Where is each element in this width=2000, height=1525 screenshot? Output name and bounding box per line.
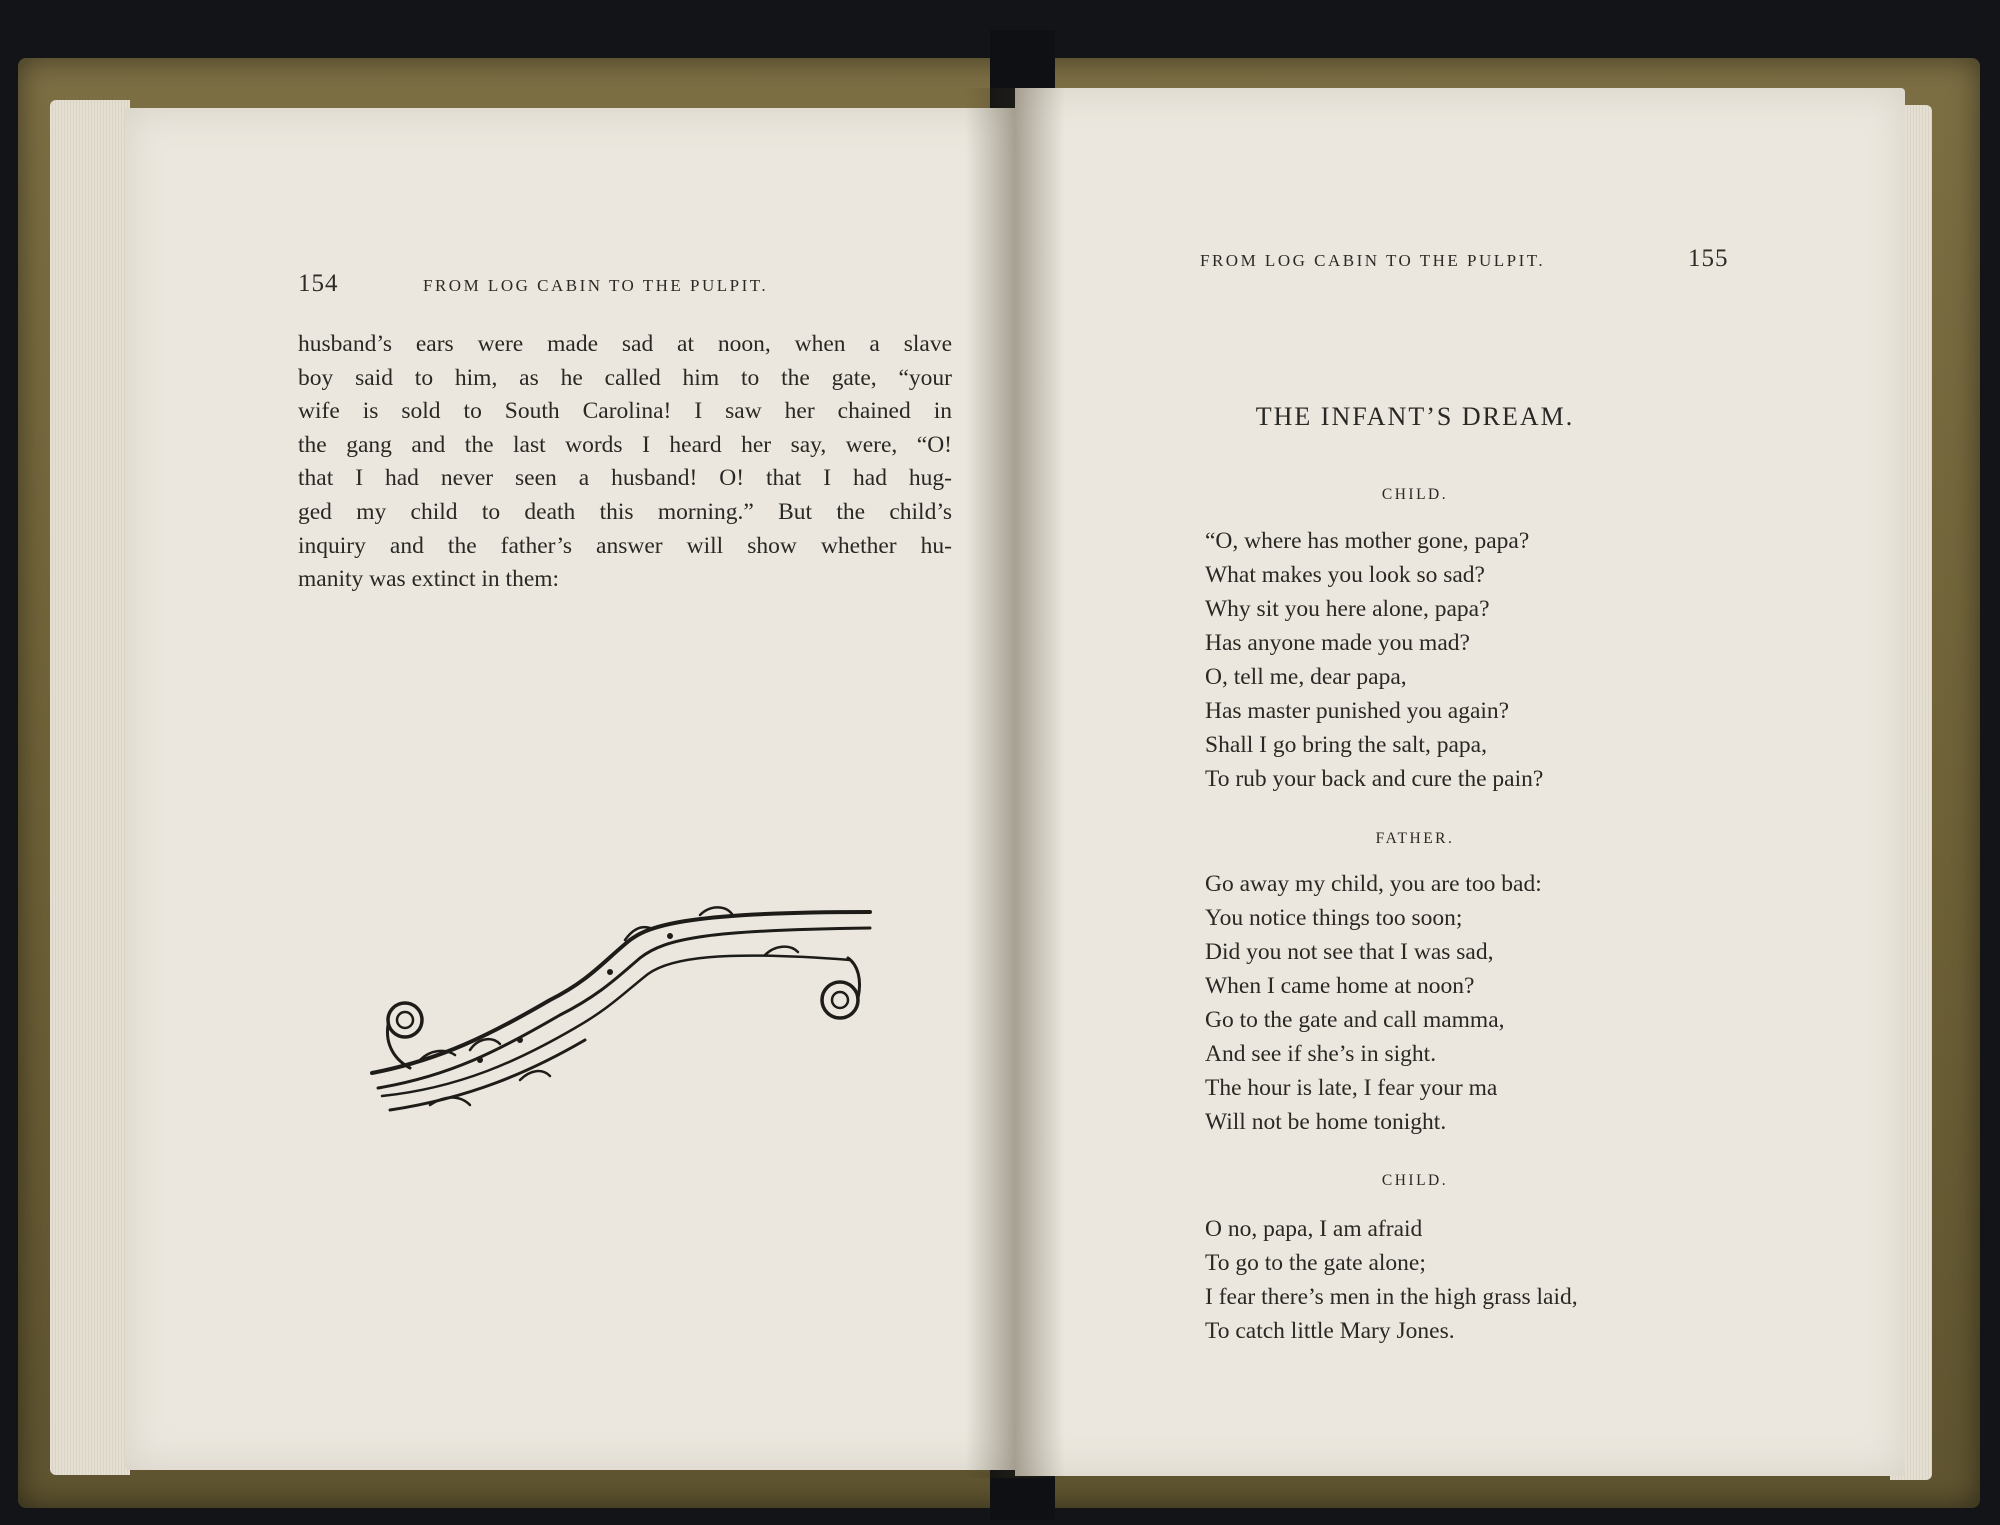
prose-line: that I had never seen a husband! O! that I had hug-	[298, 465, 952, 492]
poem-line: O no, papa, I am afraid	[1205, 1216, 1423, 1242]
poem-line: To go to the gate alone;	[1205, 1250, 1426, 1276]
poem-line: You notice things too soon;	[1205, 905, 1463, 931]
prose-line: boy said to him, as he called him to the gate, “your	[298, 364, 952, 391]
ornament-flourish-icon	[370, 900, 880, 1140]
poem-line: Has master punished you again?	[1205, 698, 1510, 724]
poem-line: “O, where has mother gone, papa?	[1205, 528, 1530, 554]
page-edges-left	[50, 100, 130, 1475]
poem-line: When I came home at noon?	[1205, 973, 1475, 999]
poem-line: And see if she’s in sight.	[1205, 1041, 1437, 1067]
stanza-child-1	[1205, 524, 1543, 796]
stanza-father	[1205, 867, 1542, 1139]
prose-line: ged my child to death this morning.” But the child’s	[298, 498, 952, 525]
left-page-number: 154	[298, 270, 339, 297]
prose-line: manity was extinct in them:	[298, 566, 560, 593]
poem-line: Has anyone made you mad?	[1205, 630, 1470, 656]
poem-line: To rub your back and cure the pain?	[1205, 766, 1544, 792]
poem-title: THE INFANT’S DREAM.	[1255, 402, 1575, 431]
poem-line: O, tell me, dear papa,	[1205, 664, 1407, 690]
speaker-heading: CHILD.	[1381, 486, 1449, 503]
right-running-title: FROM LOG CABIN TO THE PULPIT.	[1200, 251, 1546, 270]
poem-line: Shall I go bring the salt, papa,	[1205, 732, 1487, 758]
left-page	[125, 108, 1015, 1470]
prose-line: inquiry and the father’s answer will show whether hu-	[298, 532, 952, 559]
right-page-number: 155	[1688, 245, 1729, 272]
poem-line: To catch little Mary Jones.	[1205, 1318, 1455, 1344]
left-prose	[298, 328, 952, 597]
poem-line: I fear there’s men in the high grass laid,	[1205, 1284, 1578, 1310]
left-running-title: FROM LOG CABIN TO THE PULPIT.	[423, 276, 769, 295]
poem-line: Go away my child, you are too bad:	[1205, 871, 1542, 897]
stanza-child-2	[1205, 1212, 1578, 1348]
gutter-shadow	[965, 88, 1065, 1478]
speaker-heading: FATHER.	[1375, 830, 1455, 847]
prose-line: husband’s ears were made sad at noon, when a slave	[298, 331, 952, 357]
poem-line: What makes you look so sad?	[1205, 562, 1485, 588]
poem-line: Did you not see that I was sad,	[1205, 939, 1494, 965]
poem-line: Why sit you here alone, papa?	[1205, 596, 1490, 622]
poem-line: Go to the gate and call mamma,	[1205, 1007, 1505, 1033]
prose-line: the gang and the last words I heard her say, were, “O!	[298, 431, 952, 458]
prose-line: wife is sold to South Carolina! I saw her chained in	[298, 398, 952, 425]
poem-line: The hour is late, I fear your ma	[1205, 1075, 1498, 1101]
speaker-heading: CHILD.	[1381, 1172, 1449, 1189]
poem-line: Will not be home tonight.	[1205, 1109, 1447, 1135]
